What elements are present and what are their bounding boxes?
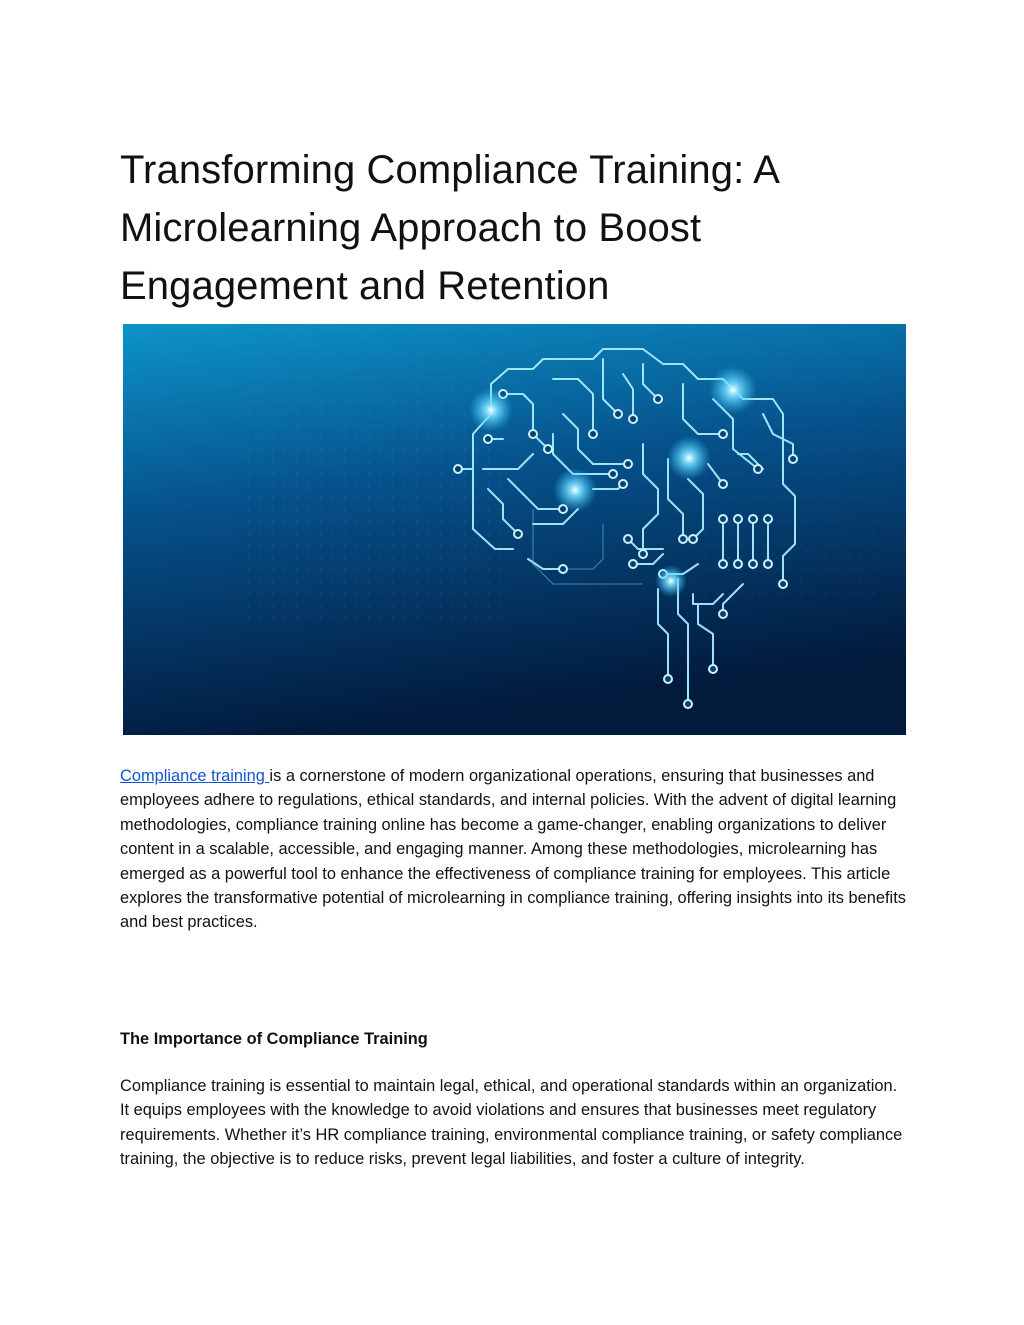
circuit-brain-illustration bbox=[123, 324, 906, 735]
intro-paragraph bbox=[120, 764, 910, 935]
hero-image bbox=[123, 324, 906, 735]
intro-text: is a cornerstone of modern organizational operations, ensuring that businesses and employees adhere to regulations, ethical standards, and internal policies. With the advent of digital learning methodologies, compliance training online has become a game-changer, enabling organizations to deliver content in a scalable, accessible, and engaging manner. Among these methodologies, microlearning has emerged as a powerful tool to enhance the effectiveness of compliance training for employees. This article explores the transformative potential of microlearning in compliance training, offering insights into its benefits and best practices. bbox=[120, 767, 906, 932]
section-body-paragraph: Compliance training is essential to maintain legal, ethical, and operational standards within an organization. It equips employees with the knowledge to avoid violations and ensures that businesses meet regulatory requirements. Whether it’s HR compliance training, environmental compliance training, or safety compliance training, the objective is to reduce risks, prevent legal liabilities, and foster a culture of integrity. bbox=[120, 1077, 903, 1169]
article-title: Transforming Compliance Training: A Microlearning Approach to Boost Engagement and Retention bbox=[120, 148, 778, 308]
section-heading: The Importance of Compliance Training bbox=[120, 1030, 428, 1048]
compliance-training-link[interactable]: Compliance training bbox=[120, 767, 270, 785]
